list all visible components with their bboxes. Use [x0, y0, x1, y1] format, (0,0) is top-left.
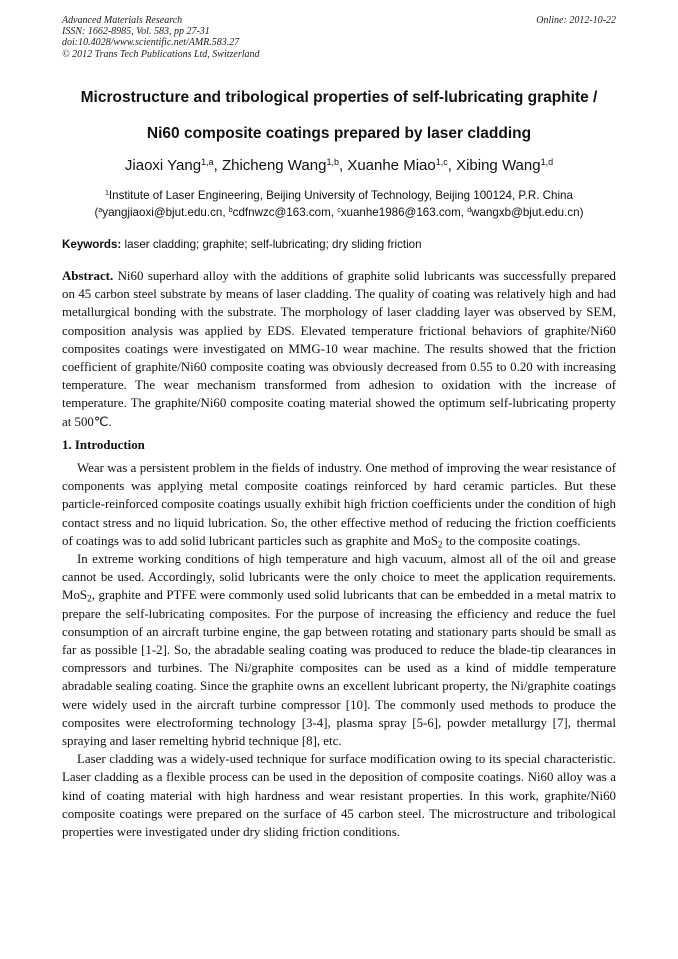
author: Xuanhe Miao$^{1,c}$: [347, 157, 448, 174]
abstract-text: Ni60 superhard alloy with the additions of graphite solid lubricants was successfully prepared on 45 carbon steel substrate by means of laser cladding. The quality of coating was relatively high and had metallurgical bonding with the substrate. The morphology of laser cladding layer was observed by SEM, composition analysis was applied by EDS. Elevated temperature frictional behaviors of graphite/Ni60 composites coatings were investigated on MMG-10 wear machine. The results showed that the friction coefficient of graphite/Ni60 composite coating was obviously decreased from 0.55 to 0.20 with increasing temperature. The wear mechanism transformed from adhesion to oxidation with the increase of temperature. The graphite/Ni60 composite coating material showed the optimum self-lubricating property at 500℃.: [62, 269, 616, 429]
author-emails: ($^a$yangjiaoxi@bjut.edu.cn, $^b$cdfnwzc@163.com, $^c$xuanhe1986@163.com, $^d$wangxb@bjut.edu.cn): [94, 206, 584, 219]
doi-line: doi:10.4028/www.scientific.net/AMR.583.27: [62, 37, 240, 49]
paper-title-line-2: Ni60 composite coatings prepared by laser cladding: [146, 125, 532, 142]
affiliation: $^1$Institute of Laser Engineering, Beijing University of Technology, Beijing 100124, P.R. China: [105, 189, 573, 202]
keywords-label: Keywords:: [62, 238, 122, 251]
author: Zhicheng Wang$^{1,b}$: [221, 157, 339, 174]
journal-header: [62, 15, 618, 60]
abstract-label: Abstract.: [62, 269, 114, 283]
paper-title-line-1: Microstructure and tribological properties of self-lubricating graphite /: [80, 89, 598, 106]
section-heading: 1. Introduction: [62, 438, 145, 452]
email-link: cdfnwzc@163.com: [232, 206, 331, 219]
author: Jiaoxi Yang$^{1,a}$: [124, 157, 214, 174]
online-date: Online: 2012-10-22: [536, 15, 616, 26]
introduction-body: [62, 459, 616, 841]
copyright-line: © 2012 Trans Tech Publications Ltd, Switzerland: [62, 48, 260, 60]
keywords: [62, 238, 618, 252]
paragraph: Laser cladding was a widely-used technique for surface modification owing to its special characteristic. Laser cladding as a flexible process can be used in the deposition of composite coatings. Ni60 alloy was a kind of coating material with high hardness and wear resistant properties. In this work, graphite/Ni60 composite coatings were prepared on the surface of 45 carbon steel. The microstructure and tribological properties were investigated under dry sliding friction conditions.: [62, 752, 616, 840]
paragraph: In extreme working conditions of high temperature and high vacuum, almost all of the oil and grease cannot be used. Accordingly, solid lubricants were the only choice to meet the application requirements. MoS$_2$, graphite and PTFE were commonly used solid lubricants that can be embedded in a metal matrix to prepare the self-lubricating composites. For the purpose of increasing the efficiency and reduce the fuel consumption of an aircraft turbine engine, the gap between rotating and stationary parts should be small as far as possible [1-2]. So, the abradable sealing coating was produced to reduce the blade-tip clearances in compressors and turbines. The Ni/graphite composites can be used as a kind of middle temperature abradable sealing coating. Since the graphite owns an excellent lubricant property, the Ni/graphite coatings were widely used in the aircraft turbine compressor [10]. The commonly used methods to produce the composites were electroforming technology [3-4], plasma spray [5-6], powder metallurgy [7], thermal spraying and laser remelting hybrid technique [8], etc.: [62, 552, 616, 749]
issn-line: ISSN: 1662-8985, Vol. 583, pp 27-31: [62, 26, 210, 38]
journal-name: Advanced Materials Research: [62, 15, 183, 26]
author-list: Jiaoxi Yang$^{1,a}$, Zhicheng Wang$^{1,b}$, Xuanhe Miao$^{1,c}$, Xibing Wang$^{1,d}$: [124, 157, 554, 174]
keywords-text: laser cladding; graphite; self-lubricating; dry sliding friction: [121, 238, 422, 251]
author: Xibing Wang$^{1,d}$: [456, 157, 554, 174]
email-link: xuanhe1986@163.com: [340, 206, 461, 219]
abstract: [62, 267, 616, 431]
email-link: wangxb@bjut.edu.cn: [471, 206, 580, 219]
email-link: yangjiaoxi@bjut.edu.cn: [102, 206, 223, 219]
paragraph: Wear was a persistent problem in the fields of industry. One method of improving the wear resistance of components was applying metal composite coatings reinforced by hard ceramic particles. But these particle-reinforced composite coatings usually exhibit high friction coefficients under the condition of high contact stress and no liquid lubrication. So, the other effective method of reducing the friction coefficients of coatings was to add solid lubricant particles such as graphite and MoS$_2$ to the composite coatings.: [62, 461, 616, 551]
